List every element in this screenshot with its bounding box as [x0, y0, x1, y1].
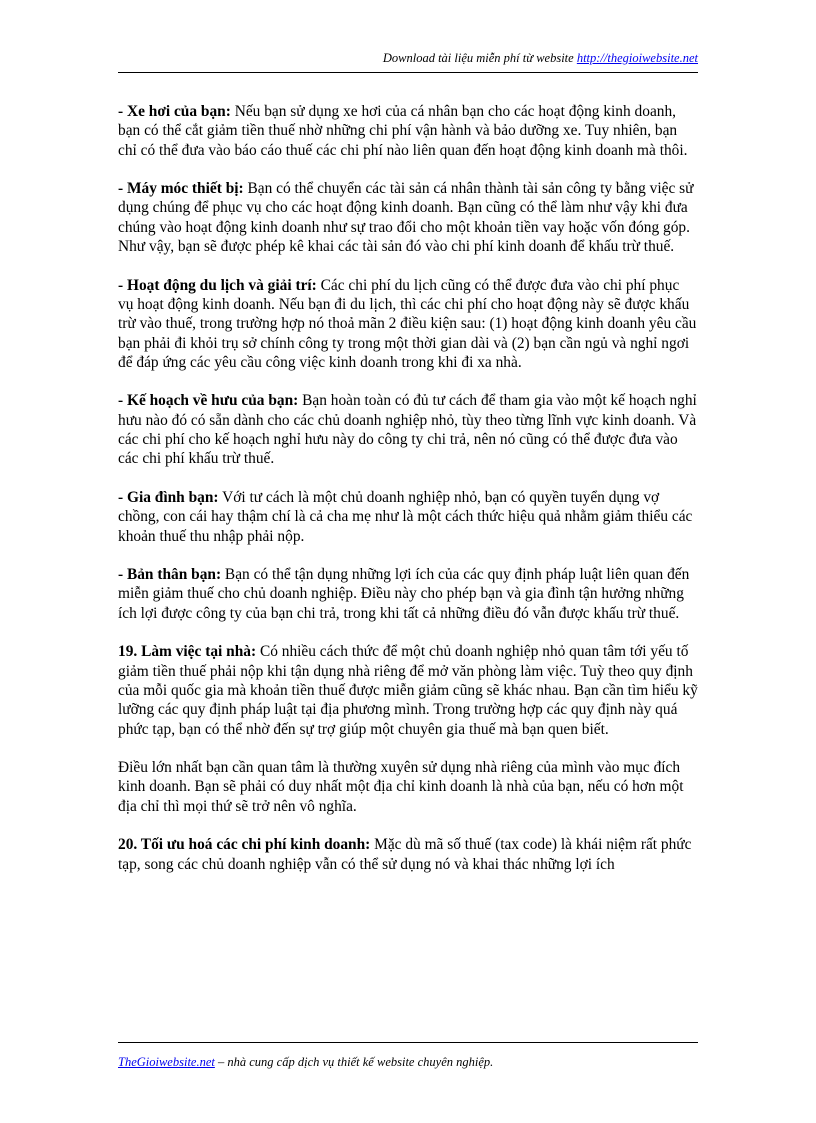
- paragraph-home-address: [118, 758, 698, 816]
- paragraph-family: [118, 488, 698, 546]
- paragraph-equipment: [118, 179, 698, 256]
- paragraph-work-from-home: [118, 642, 698, 738]
- paragraph-text: Mặc dù mã số thuế (tax code) là khái niệm rất phức tạp, song các chủ doanh nghiệp vẫn có thể sử dụng nó và khai thác những lợi ích: [118, 836, 692, 873]
- paragraph-text: Các chi phí du lịch cũng có thể được đưa vào chi phí phục vụ hoạt động kinh doanh. Nếu bạn đi du lịch, thì các chi phí cho hoạt động này sẽ được khấu trừ vào thuế, trong trường hợp nó thoả mãn 2 điều kiện sau: (1) hoạt động kinh doanh yêu cầu bạn phải đi khỏi trụ sở chính công ty trong một thời gian dài và (2) bạn cần ngủ và nghỉ ngơi để đáp ứng các yêu cầu công việc kinh doanh trong khi đi xa nhà.: [118, 276, 697, 371]
- paragraph-lead: - Bản thân bạn:: [118, 566, 222, 584]
- paragraph-text: Điều lớn nhất bạn cần quan tâm là thường xuyên sử dụng nhà riêng của mình vào mục đích kinh doanh. Bạn sẽ phải có duy nhất một địa chỉ kinh doanh là nhà của bạn, nếu có hơn một địa chỉ thì mọi thứ sẽ trở nên vô nghĩa.: [118, 759, 684, 815]
- paragraph-lead: - Kế hoạch về hưu của bạn:: [118, 392, 299, 410]
- paragraph-travel: [118, 276, 698, 372]
- paragraph-lead: - Gia đình bạn:: [118, 488, 219, 506]
- page-header: [118, 50, 698, 73]
- paragraph-text: Bạn hoàn toàn có đủ tư cách để tham gia vào một kế hoạch nghỉ hưu nào đó có sẵn dành cho các chủ doanh nghiệp nhỏ, tùy theo từng lĩnh vực kinh doanh. Và các chi phí cho kế hoạch nghỉ hưu này do công ty chi trả, nên nó cũng có thể được đưa vào các chi phí khấu trừ thuế.: [118, 392, 697, 468]
- header-link[interactable]: http://thegioiwebsite.net: [576, 51, 698, 65]
- paragraph-text: Với tư cách là một chủ doanh nghiệp nhỏ, bạn có quyền tuyển dụng vợ chồng, con cái hay thậm chí là cả cha mẹ như là một cách thức hiệu quả nhằm giảm thiểu các khoản thuế thu nhập phải nộp.: [118, 488, 693, 545]
- paragraph-car: [118, 102, 698, 160]
- paragraph-lead: - Xe hơi của bạn:: [118, 103, 231, 120]
- paragraph-text: Nếu bạn sử dụng xe hơi của cá nhân bạn cho các hoạt động kinh doanh, bạn có thể cắt giảm tiền thuế nhờ những chi phí vận hành và bảo dưỡng xe. Tuy nhiên, bạn chỉ có thể đưa vào báo cáo thuế các chi phí nào liên quan đến hoạt động kinh doanh mà thôi.: [118, 103, 688, 159]
- paragraph-lead: 20. Tối ưu hoá các chi phí kinh doanh:: [118, 836, 371, 854]
- paragraph-lead: - Máy móc thiết bị:: [118, 180, 244, 198]
- page-footer: [118, 1054, 698, 1070]
- footer-link[interactable]: TheGioiwebsite.net: [118, 1055, 215, 1069]
- footer-text: – nhà cung cấp dịch vụ thiết kế website chuyên nghiệp.: [214, 1055, 494, 1069]
- header-text: Download tài liệu miễn phí từ website: [382, 51, 577, 65]
- paragraph-lead: 19. Làm việc tại nhà:: [118, 643, 257, 661]
- paragraph-text: Bạn có thể chuyển các tài sản cá nhân thành tài sản công ty bằng việc sử dụng chúng để phục vụ cho các hoạt động kinh doanh. Bạn cũng có thể làm như vậy khi đưa chúng vào hoạt động kinh doanh như sự trao đổi cho một khoản tiền vay hoặc vốn đóng góp. Như vậy, bạn sẽ được phép kê khai các tài sản đó vào chi phí kinh doanh để khấu trừ thuế.: [118, 180, 694, 256]
- paragraph-yourself: [118, 565, 698, 623]
- footer-divider: [118, 1042, 698, 1043]
- paragraph-optimize-costs: [118, 835, 698, 874]
- document-body: [118, 102, 698, 893]
- paragraph-retirement: [118, 391, 698, 468]
- paragraph-text: Bạn có thể tận dụng những lợi ích của các quy định pháp luật liên quan đến miễn giảm thuế cho chủ doanh nghiệp. Điều này cho phép bạn và gia đình tận hưởng những ích lợi được công ty của bạn chi trả, trong khi tất cả những điều đó vẫn được khấu trừ thuế.: [118, 566, 690, 622]
- paragraph-text: Có nhiều cách thức để một chủ doanh nghiệp nhỏ quan tâm tới yếu tố giảm tiền thuế phải nộp khi tận dụng nhà riêng để mở văn phòng làm việc. Tuỳ theo quy định của mỗi quốc gia mà khoản tiền thuế được miễn giảm cũng sẽ khác nhau. Bạn cần tìm hiểu kỹ lưỡng các quy định pháp luật tại địa phương mình. Trong trường hợp các quy định này quá phức tạp, bạn có thể nhờ đến sự trợ giúp một chuyên gia thuế mà bạn quen biết.: [118, 643, 698, 738]
- paragraph-lead: - Hoạt động du lịch và giải trí:: [118, 276, 317, 294]
